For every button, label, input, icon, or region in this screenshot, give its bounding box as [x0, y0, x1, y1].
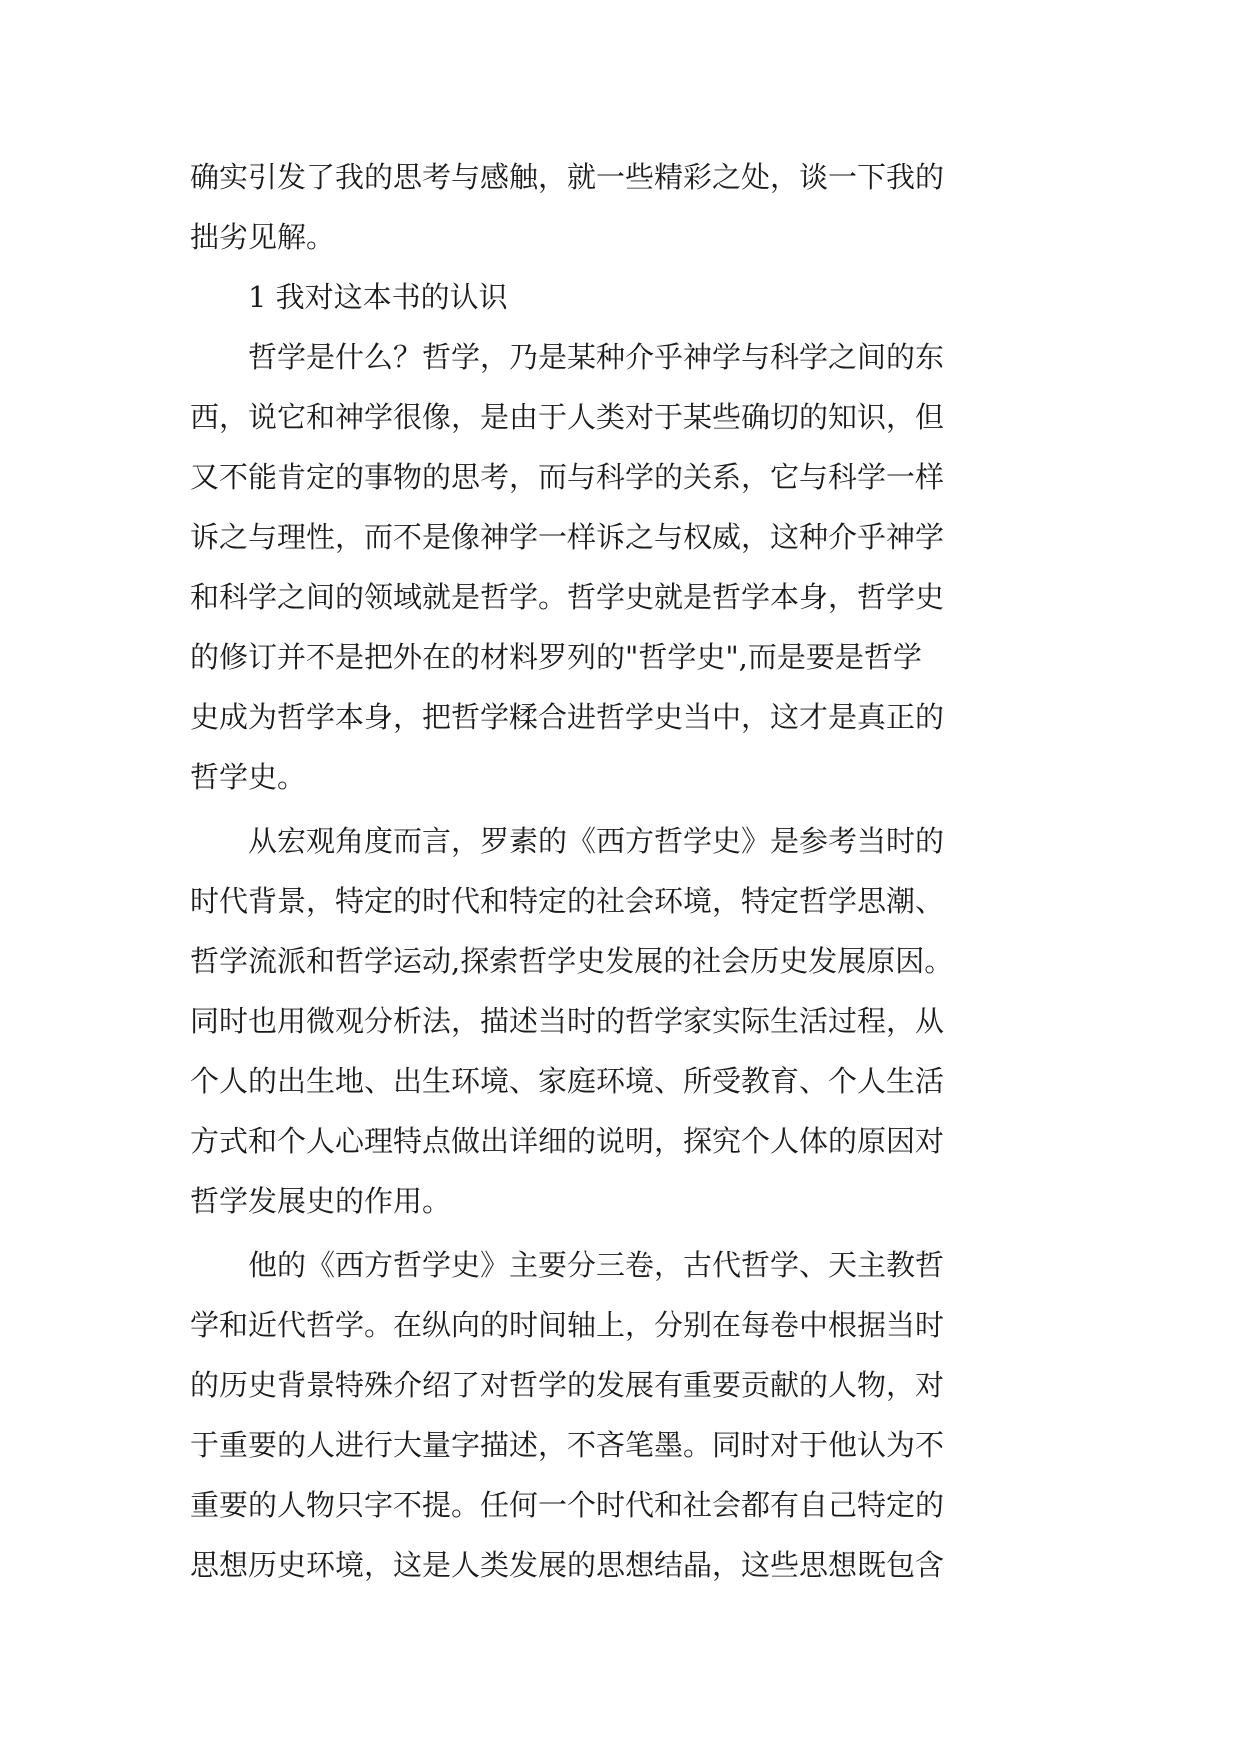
- text-line: 哲学流派和哲学运动,探索哲学史发展的社会历史发展原因。: [190, 944, 954, 978]
- text-line: 学和近代哲学。在纵向的时间轴上，分别在每卷中根据当时: [190, 1308, 945, 1342]
- text-line: 于重要的人进行大量字描述，不吝笔墨。同时对于他认为不: [190, 1428, 945, 1462]
- text-line: 哲学是什么？哲学，乃是某种介乎神学与科学之间的东: [190, 340, 945, 374]
- text-line: 的修订并不是把外在的材料罗列的"哲学史",而是要是哲学: [190, 640, 922, 674]
- text-line: 哲学发展史的作用。: [190, 1184, 452, 1218]
- text-line: 西，说它和神学很像，是由于人类对于某些确切的知识，但: [190, 400, 945, 434]
- text-line: 重要的人物只字不提。任何一个时代和社会都有自己特定的: [190, 1488, 945, 1522]
- text-line: 他的《西方哲学史》主要分三卷，古代哲学、天主教哲: [190, 1248, 945, 1282]
- text-line: 思想历史环境，这是人类发展的思想结晶，这些思想既包含: [190, 1548, 945, 1582]
- text-line: 同时也用微观分析法，描述当时的哲学家实际生活过程，从: [190, 1004, 945, 1038]
- text-line: 从宏观角度而言，罗素的《西方哲学史》是参考当时的: [190, 824, 945, 858]
- paragraph: [190, 339, 1052, 819]
- text-line: 确实引发了我的思考与感触，就一些精彩之处，谈一下我的: [190, 160, 945, 194]
- paragraph: [190, 159, 1052, 279]
- section-heading: [190, 279, 1052, 339]
- text-line: 又不能肯定的事物的思考，而与科学的关系，它与科学一样: [190, 460, 945, 494]
- text-line: 和科学之间的领域就是哲学。哲学史就是哲学本身，哲学史: [190, 580, 945, 614]
- text-line: 拙劣见解。: [190, 220, 336, 254]
- section-heading-text: 1 我对这本书的认识: [190, 280, 508, 314]
- text-line: 个人的出生地、出生环境、家庭环境、所受教育、个人生活: [190, 1064, 945, 1098]
- document-body: [190, 159, 1052, 1607]
- text-line: 的历史背景特殊介绍了对哲学的发展有重要贡献的人物，对: [190, 1368, 945, 1402]
- paragraph: [190, 1247, 1052, 1607]
- text-line: 哲学史。: [190, 760, 307, 794]
- text-line: 诉之与理性，而不是像神学一样诉之与权威，这种介乎神学: [190, 520, 945, 554]
- text-line: 方式和个人心理特点做出详细的说明，探究个人体的原因对: [190, 1124, 945, 1158]
- text-line: 时代背景，特定的时代和特定的社会环境，特定哲学思潮、: [190, 884, 945, 918]
- text-line: 史成为哲学本身，把哲学糅合进哲学史当中，这才是真正的: [190, 700, 945, 734]
- paragraph: [190, 823, 1052, 1243]
